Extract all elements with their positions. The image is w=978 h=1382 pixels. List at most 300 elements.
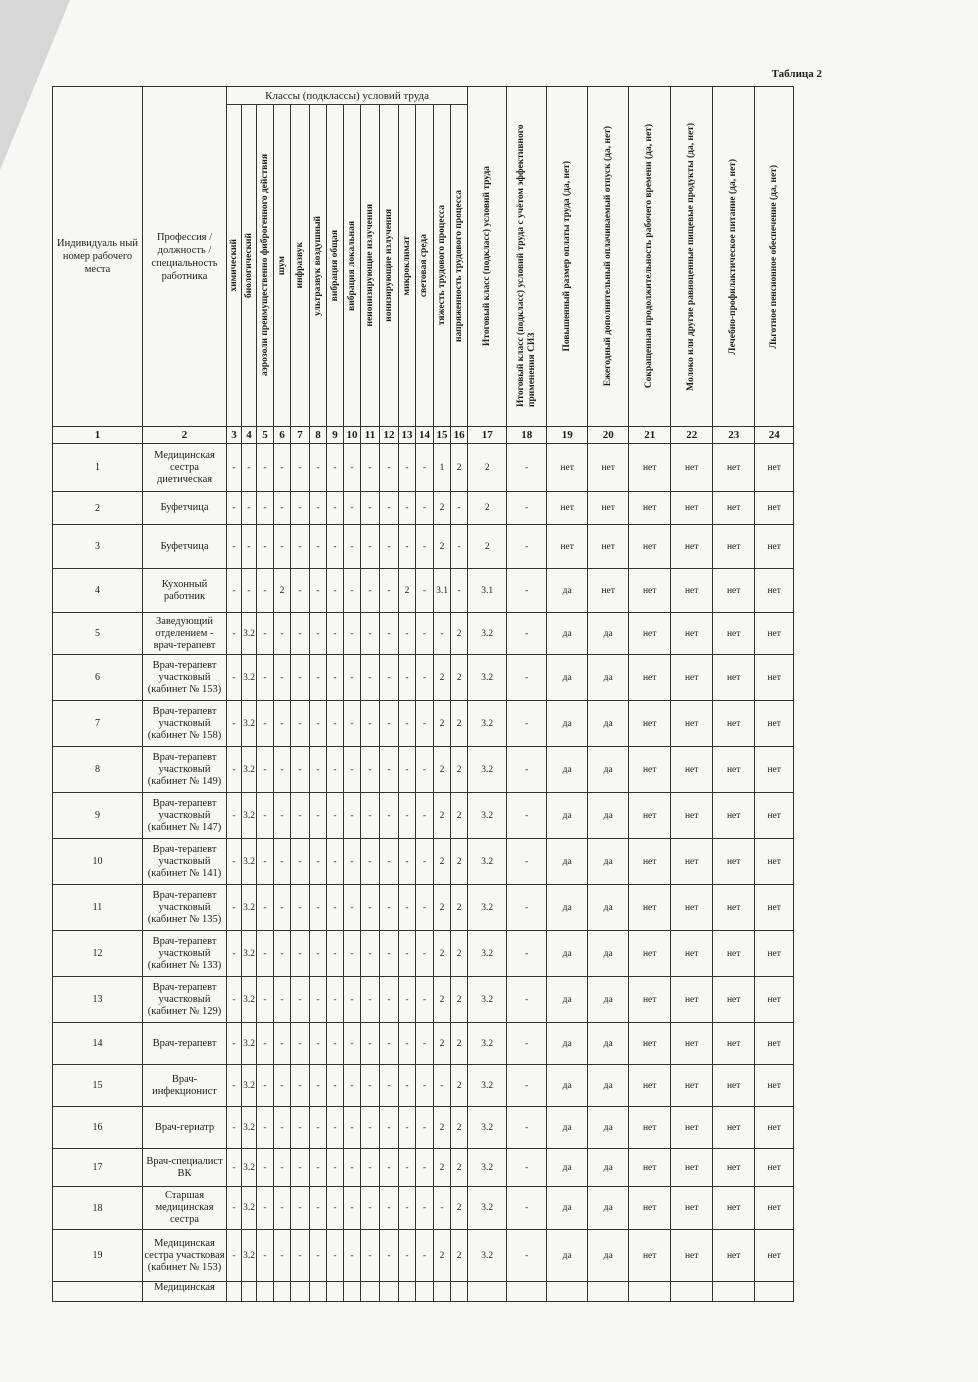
empty-cell	[755, 1282, 794, 1302]
benefit-value: нет	[671, 1187, 713, 1230]
factor-class: -	[227, 793, 242, 839]
empty-cell	[257, 1282, 274, 1302]
empty-cell	[242, 1282, 257, 1302]
table-row	[53, 444, 794, 492]
benefit-value: нет	[713, 1187, 755, 1230]
factor-class: -	[257, 525, 274, 569]
factor-class: -	[399, 885, 416, 931]
factor-class: -	[416, 525, 434, 569]
total-class-siz: -	[507, 747, 547, 793]
factor-class: -	[399, 1230, 416, 1282]
header-factor: световая среда	[416, 105, 434, 427]
empty-cell	[361, 1282, 380, 1302]
factor-class: -	[257, 1107, 274, 1149]
benefit-value: да	[547, 1023, 588, 1065]
benefit-value: нет	[713, 701, 755, 747]
benefit-value: да	[547, 701, 588, 747]
factor-class: 2	[434, 1107, 451, 1149]
total-class-siz: -	[507, 1149, 547, 1187]
factor-class: -	[451, 492, 468, 525]
factor-class: -	[327, 492, 344, 525]
factor-class: -	[291, 747, 310, 793]
factor-class: -	[310, 613, 327, 655]
factor-class: -	[257, 885, 274, 931]
factor-class: -	[380, 492, 399, 525]
factor-class: -	[242, 444, 257, 492]
factor-class: -	[344, 885, 361, 931]
factor-class: -	[361, 977, 380, 1023]
profession-name: Врач-терапевт участковый (кабинет № 147)	[143, 793, 227, 839]
factor-class: -	[416, 1065, 434, 1107]
profession-name: Медицинская	[143, 1282, 227, 1302]
factor-class: -	[344, 701, 361, 747]
empty-cell	[629, 1282, 671, 1302]
factor-class: -	[327, 1187, 344, 1230]
factor-class: 3.2	[242, 613, 257, 655]
factor-class: -	[451, 525, 468, 569]
factor-class: -	[327, 1065, 344, 1107]
workplace-id: 2	[53, 492, 143, 525]
factor-class: -	[344, 1023, 361, 1065]
total-class: 3.1	[468, 569, 507, 613]
factor-class: -	[380, 1149, 399, 1187]
total-class: 3.2	[468, 793, 507, 839]
table-row	[53, 1065, 794, 1107]
total-class-siz: -	[507, 839, 547, 885]
empty-cell	[380, 1282, 399, 1302]
total-class: 3.2	[468, 1230, 507, 1282]
benefit-value: нет	[629, 492, 671, 525]
factor-class: -	[274, 701, 291, 747]
benefit-value: нет	[629, 839, 671, 885]
benefit-value: нет	[671, 1107, 713, 1149]
total-class-siz: -	[507, 655, 547, 701]
factor-class: -	[242, 569, 257, 613]
benefit-value: нет	[588, 492, 629, 525]
factor-class: -	[434, 1187, 451, 1230]
table-row	[53, 701, 794, 747]
factor-class: -	[310, 839, 327, 885]
factor-class: -	[361, 1149, 380, 1187]
factor-class: 2	[451, 1230, 468, 1282]
header-factor: тяжесть трудового процесса	[434, 105, 451, 427]
benefit-value: нет	[713, 747, 755, 793]
factor-class: -	[416, 701, 434, 747]
factor-class: -	[361, 1107, 380, 1149]
factor-class: -	[327, 1149, 344, 1187]
factor-class: -	[310, 1230, 327, 1282]
profession-name: Врач-инфекционист	[143, 1065, 227, 1107]
header-profession: Профессия / должность / специальность работника	[143, 87, 227, 427]
factor-class: -	[257, 444, 274, 492]
factor-class: 3.2	[242, 839, 257, 885]
factor-class: -	[227, 977, 242, 1023]
workplace-id: 10	[53, 839, 143, 885]
benefit-value: нет	[629, 655, 671, 701]
factor-class: -	[257, 492, 274, 525]
column-number: 9	[327, 427, 344, 444]
factor-class: -	[257, 1230, 274, 1282]
factor-class: 3.2	[242, 1149, 257, 1187]
workplace-id: 18	[53, 1187, 143, 1230]
header-factor: неионизирующие излучения	[361, 105, 380, 427]
benefit-value: нет	[755, 1065, 794, 1107]
benefit-value: нет	[713, 569, 755, 613]
total-class: 3.2	[468, 655, 507, 701]
factor-class: -	[274, 525, 291, 569]
factor-class: 2	[451, 747, 468, 793]
empty-cell	[344, 1282, 361, 1302]
table-row	[53, 492, 794, 525]
factor-class: -	[327, 1107, 344, 1149]
table-row-partial	[53, 1282, 794, 1302]
benefit-value: да	[547, 1187, 588, 1230]
benefit-value: нет	[713, 977, 755, 1023]
benefit-value: нет	[755, 793, 794, 839]
factor-class: -	[361, 793, 380, 839]
factor-class: -	[416, 1149, 434, 1187]
empty-cell	[274, 1282, 291, 1302]
factor-class: -	[327, 931, 344, 977]
benefit-value: да	[588, 931, 629, 977]
total-class: 3.2	[468, 701, 507, 747]
factor-class: -	[399, 1187, 416, 1230]
factor-class: 2	[451, 977, 468, 1023]
table-row	[53, 885, 794, 931]
benefit-value: да	[588, 793, 629, 839]
factor-class: -	[399, 839, 416, 885]
factor-class: 2	[451, 655, 468, 701]
factor-class: -	[274, 1023, 291, 1065]
header-benefit-milk: Молоко или другие равноценные пищевые продукты (да, нет)	[671, 87, 713, 427]
factor-class: -	[327, 444, 344, 492]
total-class: 2	[468, 444, 507, 492]
column-number: 1	[53, 427, 143, 444]
empty-cell	[507, 1282, 547, 1302]
table-row	[53, 525, 794, 569]
benefit-value: нет	[671, 525, 713, 569]
factor-class: -	[274, 977, 291, 1023]
factor-class: -	[416, 1230, 434, 1282]
benefit-value: нет	[629, 1065, 671, 1107]
profession-name: Врач-специалист ВК	[143, 1149, 227, 1187]
benefit-value: да	[588, 839, 629, 885]
benefit-value: да	[588, 747, 629, 793]
factor-class: -	[310, 931, 327, 977]
factor-class: 3.2	[242, 1230, 257, 1282]
benefit-value: нет	[629, 525, 671, 569]
factor-class: -	[416, 1023, 434, 1065]
empty-cell	[713, 1282, 755, 1302]
factor-class: -	[344, 747, 361, 793]
workplace-id: 3	[53, 525, 143, 569]
factor-class: -	[227, 1230, 242, 1282]
factor-class: 2	[434, 977, 451, 1023]
factor-class: -	[274, 747, 291, 793]
header-factor: вибрация локальная	[344, 105, 361, 427]
workplace-id: 4	[53, 569, 143, 613]
factor-class: -	[344, 1187, 361, 1230]
factor-class: -	[257, 747, 274, 793]
factor-class: 3.2	[242, 1187, 257, 1230]
factor-class: -	[327, 793, 344, 839]
benefit-value: нет	[713, 1065, 755, 1107]
factor-class: -	[327, 1023, 344, 1065]
factor-class: -	[291, 525, 310, 569]
factor-class: -	[227, 885, 242, 931]
total-class-siz: -	[507, 977, 547, 1023]
header-factor: напряженность трудового процесса	[451, 105, 468, 427]
benefit-value: да	[547, 977, 588, 1023]
benefit-value: нет	[588, 569, 629, 613]
header-factor: аэрозоли преимущественно фиброгенного действия	[257, 105, 274, 427]
benefit-value: да	[547, 931, 588, 977]
factor-class: -	[257, 839, 274, 885]
benefit-value: нет	[671, 747, 713, 793]
benefit-value: да	[547, 747, 588, 793]
total-class: 2	[468, 525, 507, 569]
factor-class: 3.2	[242, 931, 257, 977]
benefit-value: да	[588, 1149, 629, 1187]
header-total-class: Итоговый класс (подкласс) условий труда	[468, 87, 507, 427]
factor-class: -	[291, 931, 310, 977]
factor-class: -	[291, 1230, 310, 1282]
factor-class: -	[327, 525, 344, 569]
factor-class: -	[327, 885, 344, 931]
factor-class: -	[399, 1107, 416, 1149]
profession-name: Врач-терапевт участковый (кабинет № 141)	[143, 839, 227, 885]
factor-class: -	[399, 931, 416, 977]
benefit-value: да	[547, 1149, 588, 1187]
factor-class: 2	[451, 1023, 468, 1065]
total-class-siz: -	[507, 701, 547, 747]
factor-class: -	[380, 1023, 399, 1065]
column-number: 23	[713, 427, 755, 444]
benefit-value: нет	[713, 1149, 755, 1187]
column-number: 16	[451, 427, 468, 444]
empty-cell	[434, 1282, 451, 1302]
benefit-value: да	[588, 1065, 629, 1107]
column-number: 18	[507, 427, 547, 444]
benefit-value: нет	[713, 1230, 755, 1282]
profession-name: Врач-терапевт участковый (кабинет № 153)	[143, 655, 227, 701]
factor-class: 3.2	[242, 885, 257, 931]
factor-class: 2	[451, 444, 468, 492]
profession-name: Врач-терапевт участковый (кабинет № 133)	[143, 931, 227, 977]
column-number: 10	[344, 427, 361, 444]
factor-class: -	[361, 931, 380, 977]
factor-class: -	[310, 1065, 327, 1107]
factor-class: -	[327, 655, 344, 701]
table-row	[53, 1107, 794, 1149]
factor-class: -	[274, 655, 291, 701]
factor-class: 2	[434, 492, 451, 525]
benefit-value: да	[547, 655, 588, 701]
factor-class: -	[361, 444, 380, 492]
benefit-value: да	[547, 1065, 588, 1107]
factor-class: -	[380, 525, 399, 569]
factor-class: -	[291, 701, 310, 747]
empty-cell	[227, 1282, 242, 1302]
benefit-value: нет	[713, 793, 755, 839]
benefit-value: нет	[755, 839, 794, 885]
column-number: 12	[380, 427, 399, 444]
benefit-value: нет	[629, 931, 671, 977]
benefit-value: нет	[547, 525, 588, 569]
factor-class: 3.2	[242, 701, 257, 747]
header-factor: вибрация общая	[327, 105, 344, 427]
factor-class: -	[361, 655, 380, 701]
benefit-value: нет	[671, 613, 713, 655]
benefit-value: нет	[629, 613, 671, 655]
benefit-value: да	[547, 839, 588, 885]
benefit-value: нет	[629, 1107, 671, 1149]
factor-class: 2	[451, 931, 468, 977]
benefit-value: нет	[755, 931, 794, 977]
benefit-value: нет	[755, 1230, 794, 1282]
benefit-value: нет	[755, 1149, 794, 1187]
factor-class: -	[227, 525, 242, 569]
factor-class: -	[434, 613, 451, 655]
factor-class: -	[227, 1023, 242, 1065]
factor-class: -	[327, 569, 344, 613]
workplace-id: 17	[53, 1149, 143, 1187]
profession-name: Врач-терапевт участковый (кабинет № 129)	[143, 977, 227, 1023]
factor-class: -	[380, 1187, 399, 1230]
benefit-value: нет	[629, 444, 671, 492]
workplace-id: 1	[53, 444, 143, 492]
factor-class: 3.2	[242, 655, 257, 701]
header-factor: ультразвук воздушный	[310, 105, 327, 427]
benefit-value: нет	[629, 569, 671, 613]
column-number: 19	[547, 427, 588, 444]
total-class: 3.2	[468, 1065, 507, 1107]
column-number: 2	[143, 427, 227, 444]
column-number: 11	[361, 427, 380, 444]
benefit-value: да	[588, 1187, 629, 1230]
factor-class: -	[291, 655, 310, 701]
benefit-value: нет	[629, 977, 671, 1023]
factor-class: -	[416, 1107, 434, 1149]
factor-class: -	[361, 1065, 380, 1107]
factor-class: -	[310, 747, 327, 793]
factor-class: -	[399, 701, 416, 747]
benefit-value: нет	[547, 444, 588, 492]
factor-class: -	[310, 1107, 327, 1149]
benefit-value: нет	[629, 1187, 671, 1230]
total-class: 3.2	[468, 839, 507, 885]
factor-class: 2	[434, 747, 451, 793]
column-number: 5	[257, 427, 274, 444]
factor-class: -	[380, 444, 399, 492]
column-number: 6	[274, 427, 291, 444]
factor-class: -	[344, 1230, 361, 1282]
factor-class: -	[327, 613, 344, 655]
factor-class: -	[399, 655, 416, 701]
benefit-value: да	[588, 1023, 629, 1065]
benefit-value: нет	[755, 655, 794, 701]
benefit-value: нет	[755, 525, 794, 569]
workplace-id: 19	[53, 1230, 143, 1282]
header-benefit-hours: Сокращенная продолжительность рабочего времени (да, нет)	[629, 87, 671, 427]
header-classes-group: Классы (подклассы) условий труда	[227, 87, 468, 105]
benefit-value: нет	[671, 444, 713, 492]
factor-class: -	[310, 525, 327, 569]
table-row	[53, 1023, 794, 1065]
column-number: 15	[434, 427, 451, 444]
factor-class: -	[291, 1107, 310, 1149]
factor-class: -	[227, 569, 242, 613]
benefit-value: нет	[629, 885, 671, 931]
factor-class: -	[399, 525, 416, 569]
table-row	[53, 1230, 794, 1282]
workplace-id: 13	[53, 977, 143, 1023]
benefit-value: нет	[713, 839, 755, 885]
factor-class: -	[274, 885, 291, 931]
factor-class: 2	[451, 701, 468, 747]
factor-class: 2	[434, 525, 451, 569]
factor-class: 3.2	[242, 1023, 257, 1065]
factor-class: -	[380, 701, 399, 747]
factor-class: -	[380, 747, 399, 793]
factor-class: 3.2	[242, 1107, 257, 1149]
workplace-id: 11	[53, 885, 143, 931]
factor-class: -	[310, 492, 327, 525]
factor-class: -	[274, 931, 291, 977]
profession-name: Медицинская сестра участковая (кабинет № 153)	[143, 1230, 227, 1282]
factor-class: -	[310, 1023, 327, 1065]
total-class: 3.2	[468, 977, 507, 1023]
benefit-value: нет	[755, 444, 794, 492]
benefit-value: нет	[713, 655, 755, 701]
factor-class: -	[242, 492, 257, 525]
factor-class: 2	[434, 1149, 451, 1187]
factor-class: -	[399, 613, 416, 655]
table-row	[53, 931, 794, 977]
factor-class: -	[380, 1065, 399, 1107]
profession-name: Старшая медицинская сестра	[143, 1187, 227, 1230]
benefit-value: да	[547, 885, 588, 931]
factor-class: 2	[434, 1023, 451, 1065]
factor-class: -	[257, 1023, 274, 1065]
factor-class: -	[416, 885, 434, 931]
factor-class: -	[344, 492, 361, 525]
benefit-value: нет	[671, 1023, 713, 1065]
profession-name: Заведующий отделением - врач-терапевт	[143, 613, 227, 655]
header-benefit-leave: Ежегодный дополнительный оплачиваемый отпуск (да, нет)	[588, 87, 629, 427]
column-number: 14	[416, 427, 434, 444]
benefit-value: нет	[629, 701, 671, 747]
factor-class: -	[361, 1023, 380, 1065]
factor-class: -	[327, 1230, 344, 1282]
factor-class: -	[274, 1107, 291, 1149]
benefit-value: нет	[755, 977, 794, 1023]
factor-class: -	[416, 793, 434, 839]
factor-class: -	[344, 569, 361, 613]
factor-class: -	[344, 839, 361, 885]
factor-class: -	[344, 613, 361, 655]
factor-class: 3.2	[242, 747, 257, 793]
factor-class: -	[416, 444, 434, 492]
factor-class: -	[399, 444, 416, 492]
benefit-value: нет	[671, 1230, 713, 1282]
factor-class: 2	[399, 569, 416, 613]
factor-class: 2	[451, 613, 468, 655]
factor-class: -	[380, 839, 399, 885]
table-row	[53, 747, 794, 793]
benefit-value: да	[547, 613, 588, 655]
factor-class: -	[274, 613, 291, 655]
